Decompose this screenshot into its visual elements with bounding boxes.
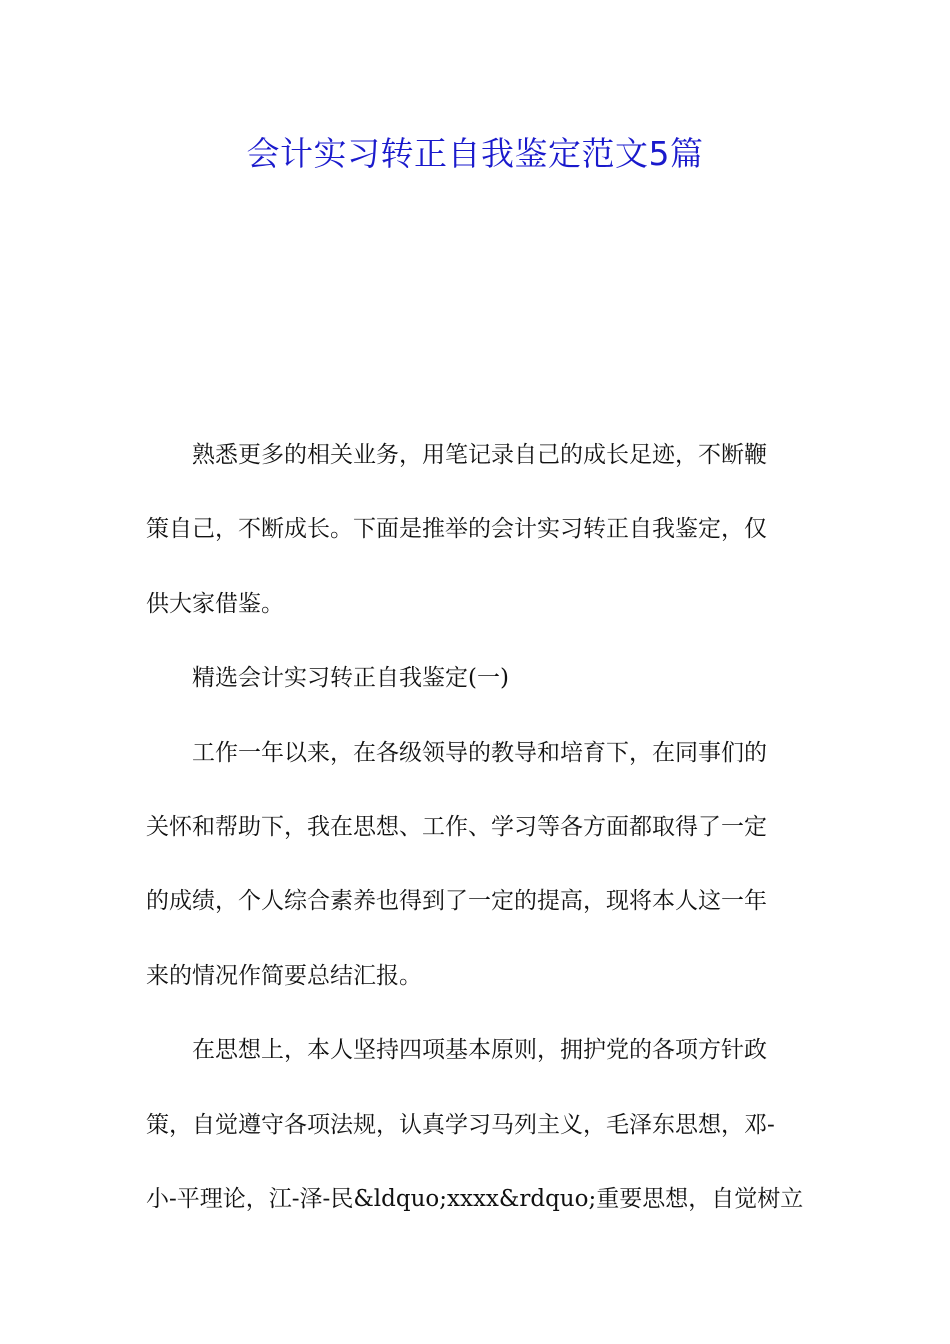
text-line: 在思想上，本人坚持四项基本原则，拥护党的各项方针政 (192, 1037, 767, 1064)
document-title: 会计实习转正自我鉴定范文5篇 (246, 134, 704, 173)
text-line: 的成绩，个人综合素养也得到了一定的提高，现将本人这一年 (146, 888, 767, 915)
document-body (146, 418, 808, 1236)
text-line: 熟悉更多的相关业务，用笔记录自己的成长足迹，不断鞭 (192, 442, 767, 468)
section-heading: 精选会计实习转正自我鉴定(一) (192, 665, 509, 692)
text-line: 来的情况作简要总结汇报。 (146, 962, 422, 989)
text-line: 策自己，不断成长。下面是推举的会计实习转正自我鉴定，仅 (146, 516, 767, 543)
paragraph-section-heading (146, 641, 808, 715)
paragraph-ideology (146, 1013, 808, 1236)
text-line: 关怀和帮助下，我在思想、工作、学习等各方面都取得了一定 (146, 814, 767, 841)
paragraph-intro (146, 418, 808, 641)
text-line: 供大家借鉴。 (146, 590, 284, 617)
text-line: 工作一年以来，在各级领导的教导和培育下，在同事们的 (192, 739, 767, 766)
text-line: 小-平理论，江-泽-民&ldquo;xxxx&rdquo;重要思想，自觉树立 (146, 1186, 804, 1213)
text-line: 策，自觉遵守各项法规，认真学习马列主义，毛泽东思想，邓- (146, 1111, 775, 1138)
paragraph-summary (146, 716, 808, 1014)
